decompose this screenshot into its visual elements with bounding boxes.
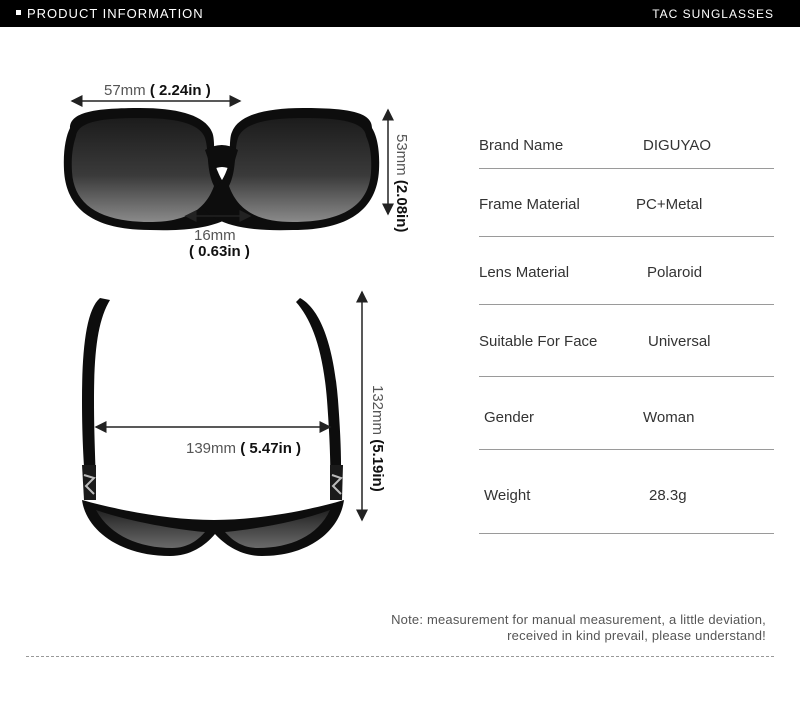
spec-value: Woman <box>643 409 695 426</box>
divider <box>479 304 774 305</box>
bridge-mm-label: 16mm <box>194 227 236 244</box>
divider <box>479 168 774 169</box>
section-title: PRODUCT INFORMATION <box>27 6 204 21</box>
spec-value: Universal <box>648 333 711 350</box>
lens-width-label <box>104 82 211 99</box>
lens-width-mm: 57mm <box>104 82 146 99</box>
spec-label: Suitable For Face <box>479 333 598 350</box>
frame-width-mm: 139mm <box>186 440 237 457</box>
square-bullet-icon <box>16 10 21 15</box>
spec-label: Weight <box>484 487 531 504</box>
lens-height-in: (2.08in) <box>393 179 410 233</box>
front-view-glasses <box>64 108 379 230</box>
note-line-1: Note: measurement for manual measurement, a little deviation, <box>391 612 766 627</box>
header-bar <box>0 0 800 27</box>
bridge-in-label <box>189 243 250 260</box>
lens-width-in: ( 2.24in ) <box>149 82 211 99</box>
spec-label: Frame Material <box>479 196 580 213</box>
bottom-divider <box>26 656 774 657</box>
brand-label: TAC SUNGLASSES <box>652 7 774 21</box>
spec-value: Polaroid <box>647 264 703 281</box>
divider <box>479 376 774 377</box>
spec-label: Gender <box>484 409 535 426</box>
lens-height-mm: 53mm <box>393 134 410 176</box>
temple-length-mm: 132mm <box>369 385 386 436</box>
temple-length-label <box>369 385 386 492</box>
spec-value: 28.3g <box>649 487 687 504</box>
bridge-in: ( 0.63in ) <box>189 243 250 260</box>
measurement-note <box>326 612 766 644</box>
spec-value: DIGUYAO <box>643 137 712 154</box>
note-line-2: received in kind prevail, please understand! <box>507 628 766 643</box>
divider <box>479 449 774 450</box>
sunglasses-illustration <box>0 27 800 627</box>
spec-label: Lens Material <box>479 264 570 281</box>
spec-value: PC+Metal <box>636 196 703 213</box>
divider <box>479 236 774 237</box>
divider <box>479 533 774 534</box>
lens-height-label <box>393 134 410 232</box>
temple-length-in: (5.19in) <box>369 439 386 492</box>
frame-width-label <box>186 440 301 457</box>
frame-width-in: ( 5.47in ) <box>240 440 302 457</box>
spec-label: Brand Name <box>479 137 564 154</box>
